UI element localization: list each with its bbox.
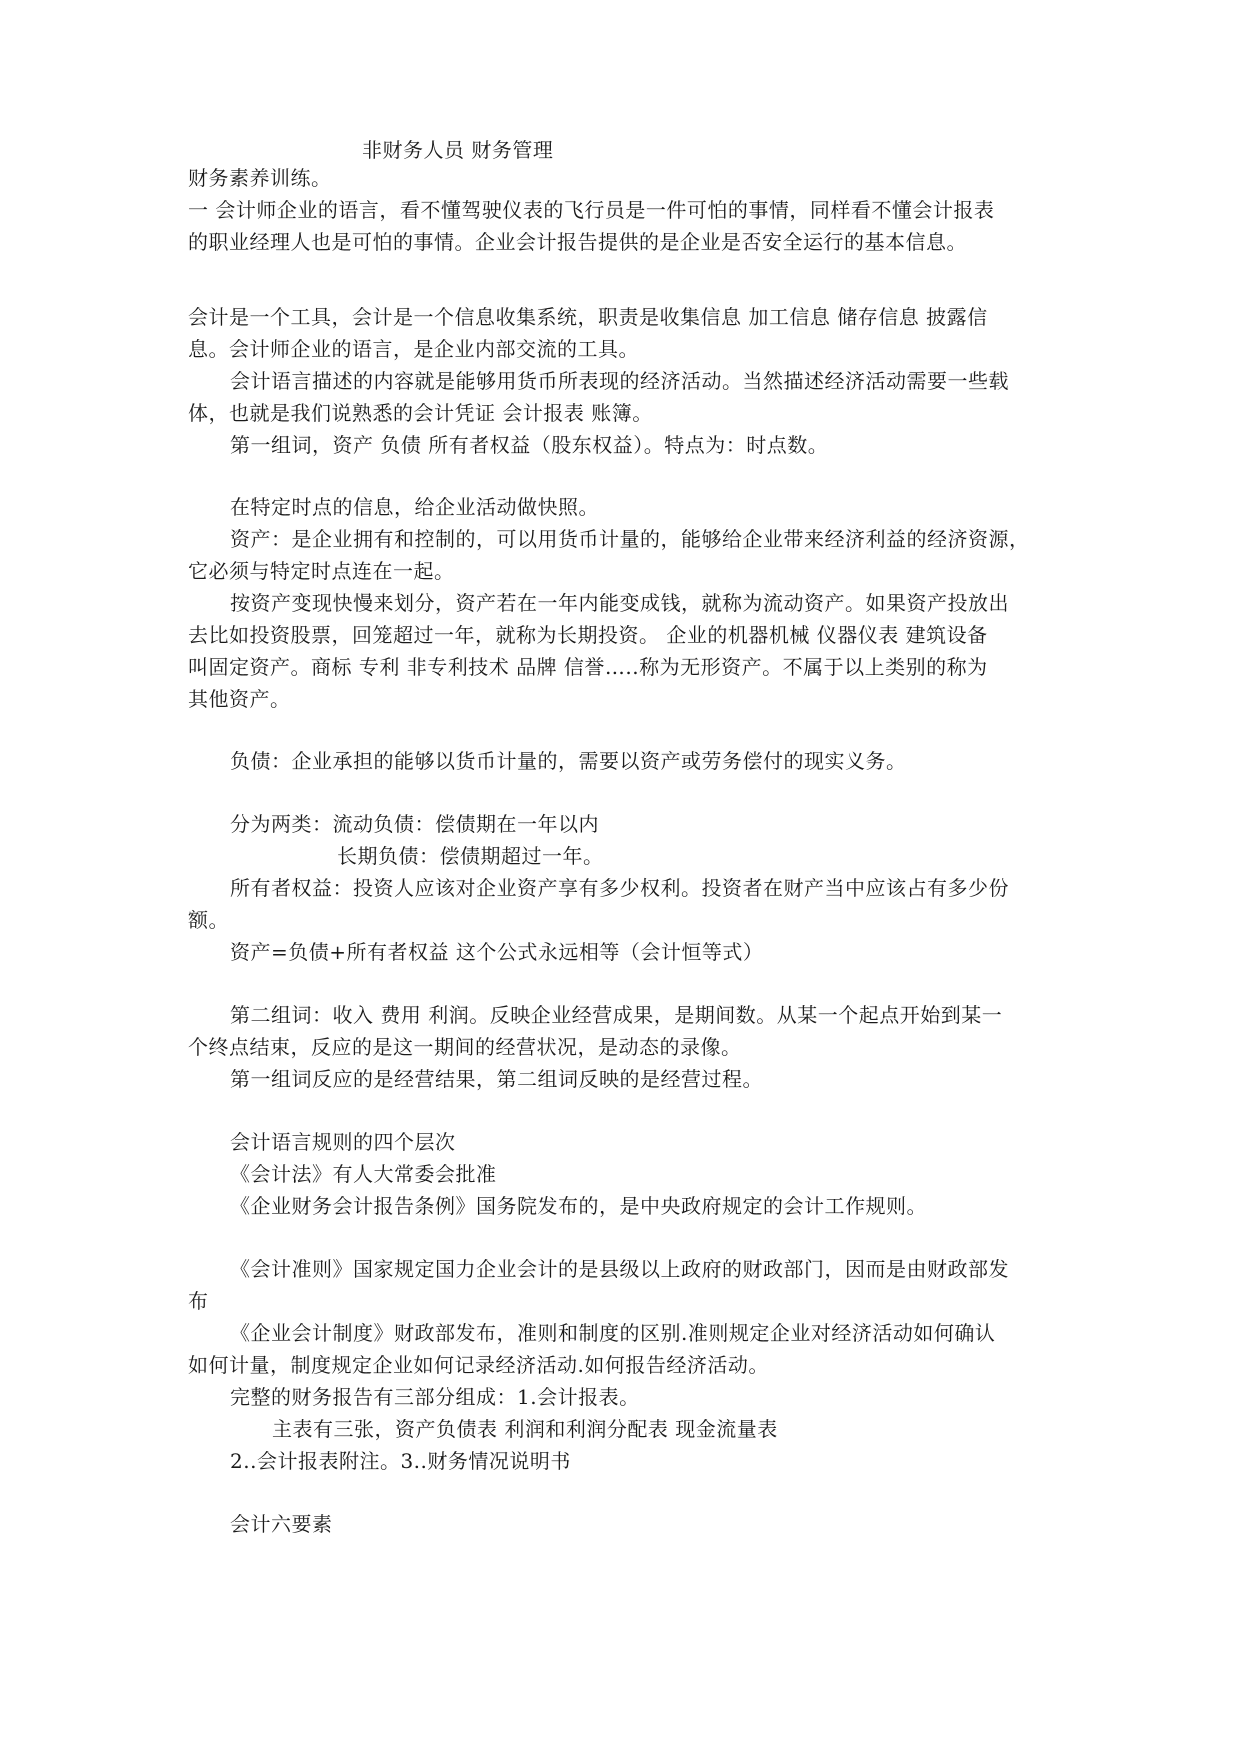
text-line: 如何计量，制度规定企业如何记录经济活动.如何报告经济活动。 <box>188 1353 769 1377</box>
text-line: 按资产变现快慢来划分，资产若在一年内能变成钱，就称为流动资产。如果资产投放出 <box>230 591 1009 615</box>
text-line: 的职业经理人也是可怕的事情。企业会计报告提供的是企业是否安全运行的基本信息。 <box>188 230 967 254</box>
text-line: 会计是一个工具，会计是一个信息收集系统，职责是收集信息 加工信息 储存信息 披露信 <box>188 305 988 329</box>
text-line: 资产：是企业拥有和控制的，可以用货币计量的，能够给企业带来经济利益的经济资源， <box>230 527 1030 551</box>
text-line: 叫固定资产。商标 专利 非专利技术 品牌 信誉…..称为无形资产。不属于以上类别的称为 <box>188 655 988 679</box>
text-line: 长期负债：偿债期超过一年。 <box>337 844 604 868</box>
text-line: 去比如投资股票，回笼超过一年，就称为长期投资。 企业的机器机械 仪器仪表 建筑设备 <box>188 623 988 647</box>
text-line: 《企业财务会计报告条例》国务院发布的，是中央政府规定的会计工作规则。 <box>230 1194 927 1218</box>
text-line: 会计语言规则的四个层次 <box>230 1130 456 1154</box>
text-line: 息。会计师企业的语言，是企业内部交流的工具。 <box>188 337 639 361</box>
text-line: 其他资产。 <box>188 687 291 711</box>
text-line: 布 <box>188 1289 209 1313</box>
text-line: 财务素养训练。 <box>188 166 332 190</box>
text-line: 《企业会计制度》财政部发布，准则和制度的区别.准则规定企业对经济活动如何确认 <box>230 1321 996 1345</box>
text-line: 第二组词：收入 费用 利润。反映企业经营成果，是期间数。从某一个起点开始到某一 <box>230 1003 1003 1027</box>
text-line: 所有者权益：投资人应该对企业资产享有多少权利。投资者在财产当中应该占有多少份 <box>230 876 1009 900</box>
text-line: 一 会计师企业的语言，看不懂驾驶仪表的飞行员是一件可怕的事情，同样看不懂会计报表 <box>188 198 995 222</box>
text-line: 第一组词，资产 负债 所有者权益（股东权益）。特点为：时点数。 <box>230 433 829 457</box>
text-line: 负债：企业承担的能够以货币计量的，需要以资产或劳务偿付的现实义务。 <box>230 749 907 773</box>
text-line: 资产=负债+所有者权益 这个公式永远相等（会计恒等式） <box>230 940 764 964</box>
page-title: 非财务人员 财务管理 <box>362 138 554 162</box>
text-line: 它必须与特定时点连在一起。 <box>188 559 455 583</box>
text-line: 个终点结束，反应的是这一期间的经营状况，是动态的录像。 <box>188 1035 742 1059</box>
text-line: 第一组词反应的是经营结果，第二组词反映的是经营过程。 <box>230 1067 763 1091</box>
text-line: 《会计准则》国家规定国力企业会计的是县级以上政府的财政部门，因而是由财政部发 <box>230 1257 1009 1281</box>
text-line: 完整的财务报告有三部分组成：1.会计报表。 <box>230 1385 640 1409</box>
text-line: 分为两类：流动负债：偿债期在一年以内 <box>230 812 599 836</box>
text-line: 会计六要素 <box>230 1512 333 1536</box>
text-line: 会计语言描述的内容就是能够用货币所表现的经济活动。当然描述经济活动需要一些载 <box>230 369 1009 393</box>
text-line: 2..会计报表附注。3..财务情况说明书 <box>230 1449 571 1473</box>
text-line: 主表有三张，资产负债表 利润和利润分配表 现金流量表 <box>272 1417 778 1441</box>
text-line: 《会计法》有人大常委会批准 <box>230 1162 497 1186</box>
text-line: 体，也就是我们说熟悉的会计凭证 会计报表 账簿。 <box>188 401 653 425</box>
text-line: 额。 <box>188 908 229 932</box>
text-line: 在特定时点的信息，给企业活动做快照。 <box>230 495 599 519</box>
